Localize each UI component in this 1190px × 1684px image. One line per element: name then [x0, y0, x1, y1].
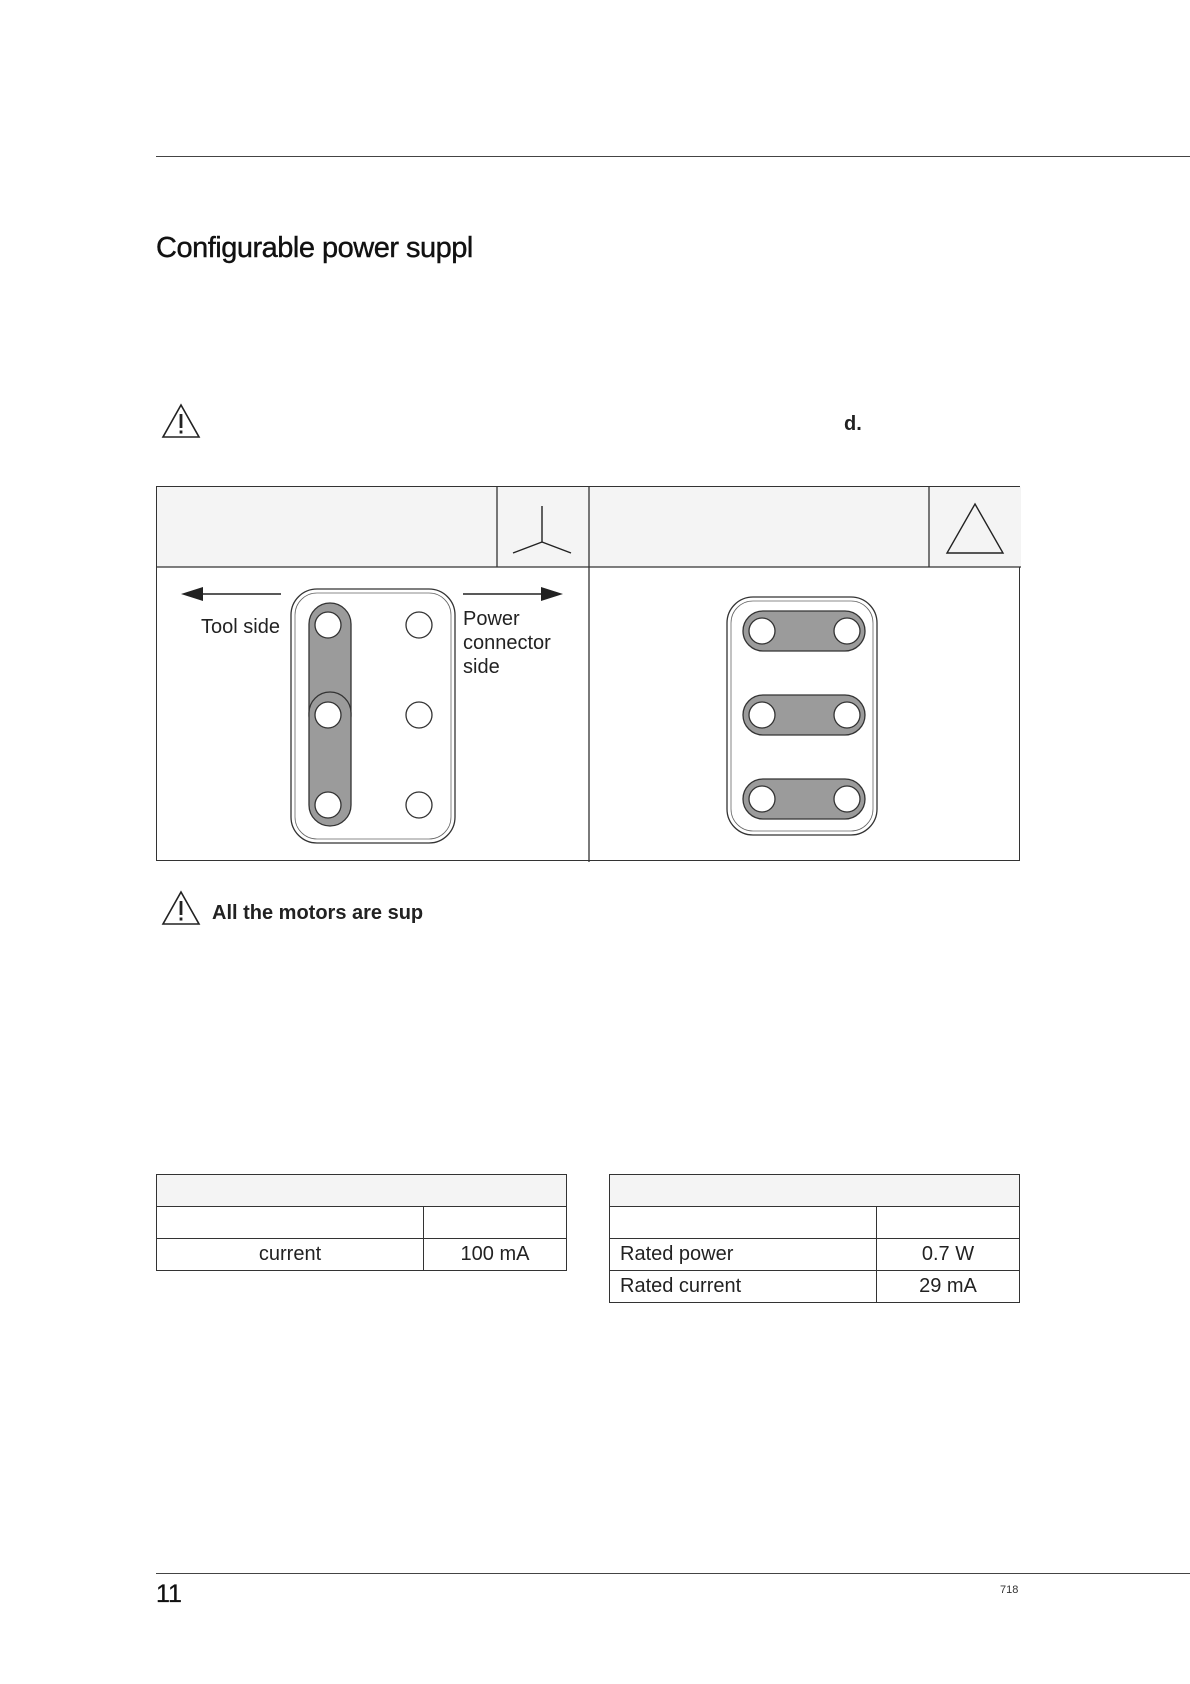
- row-label: Rated power: [610, 1239, 877, 1271]
- table-header-row: [610, 1175, 1020, 1207]
- table-row: [610, 1239, 1020, 1271]
- power-connector-label: Power connector side: [463, 608, 551, 678]
- motor-spec-table-right: [609, 1174, 1020, 1303]
- row-label: current: [157, 1239, 424, 1271]
- warning-triangle-icon: [161, 403, 201, 439]
- wiring-figure: [156, 486, 1020, 861]
- star-terminal-board: [291, 589, 455, 843]
- warning-triangle-icon: [161, 890, 201, 926]
- table-subheader-row: [157, 1207, 567, 1239]
- terminal: [749, 618, 775, 644]
- table-row: [610, 1271, 1020, 1303]
- row-label: Rated current: [610, 1271, 877, 1303]
- terminal: [834, 702, 860, 728]
- warning-text: All the motors are sup: [212, 902, 424, 924]
- terminal: [406, 612, 432, 638]
- table-cell: [157, 1207, 424, 1239]
- table-header-row: [157, 1175, 567, 1207]
- document-code: 718: [1000, 1584, 1019, 1596]
- page-title: Configurable power suppl: [156, 232, 473, 264]
- table-cell: [877, 1207, 1020, 1239]
- row-value: 29 mA: [877, 1271, 1020, 1303]
- terminal: [749, 786, 775, 812]
- terminal: [406, 702, 432, 728]
- footer-rule: [156, 1573, 1190, 1574]
- table-cell: [610, 1207, 877, 1239]
- tool-side-arrow: [181, 587, 281, 601]
- table-header-cell: [610, 1175, 1020, 1207]
- motor-spec-table-left: [156, 1174, 567, 1271]
- terminal: [315, 792, 341, 818]
- power-connector-arrow: [463, 587, 563, 601]
- terminal: [315, 702, 341, 728]
- table-header-cell: [157, 1175, 567, 1207]
- terminal: [406, 792, 432, 818]
- terminal: [315, 612, 341, 638]
- terminal: [749, 702, 775, 728]
- page-number: 11: [156, 1580, 182, 1608]
- row-value: 100 mA: [424, 1239, 567, 1271]
- header-rule: [156, 156, 1190, 157]
- row-value: 0.7 W: [877, 1239, 1020, 1271]
- terminal: [834, 786, 860, 812]
- table-subheader-row: [610, 1207, 1020, 1239]
- terminal: [834, 618, 860, 644]
- warning-text: d.: [844, 413, 862, 435]
- delta-terminal-board: [727, 597, 877, 835]
- table-row: [157, 1239, 567, 1271]
- tool-side-label: Tool side: [201, 616, 280, 638]
- table-cell: [424, 1207, 567, 1239]
